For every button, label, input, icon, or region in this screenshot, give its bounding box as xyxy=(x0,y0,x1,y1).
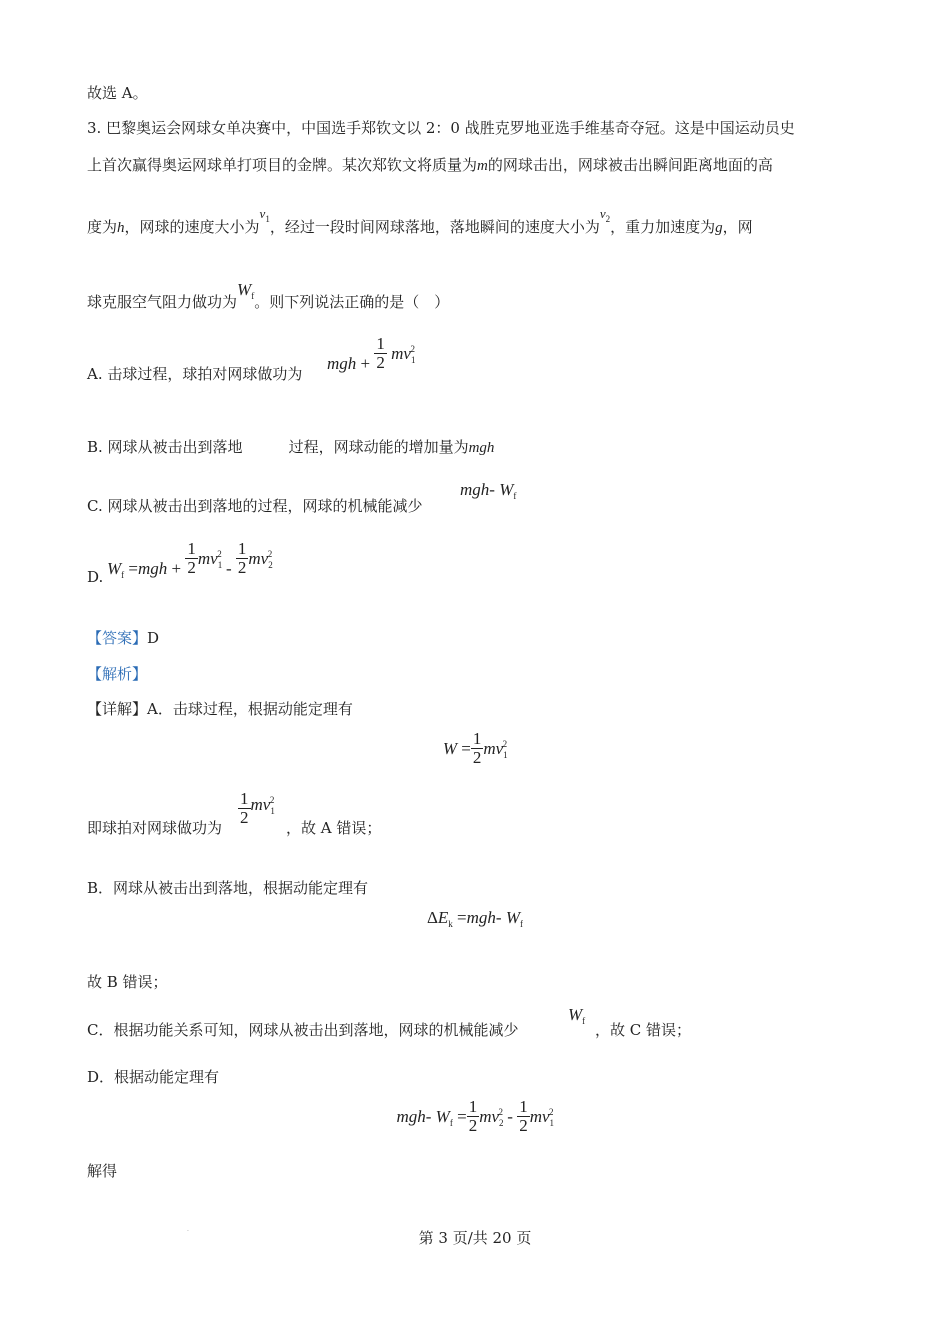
equation-d: mgh- $W_f$ = $\frac{1}{2}$ $mv_2^2$ - $\frac{1}{2}$ $mv_1^2$ xyxy=(396,1097,555,1135)
mass-symbol: m xyxy=(477,158,488,174)
height-symbol: h xyxy=(117,220,125,236)
b-conclusion: 故 B 错误； xyxy=(87,973,168,991)
option-b-text: 过程，网球动能的增加量为 xyxy=(288,438,469,456)
answer-value: D xyxy=(147,629,160,647)
option-d-label: D. xyxy=(87,568,104,586)
question-line-2 xyxy=(87,154,773,175)
solve-label: 解得 xyxy=(87,1162,118,1180)
answer-line xyxy=(87,627,159,648)
detail-label: 【详解】 xyxy=(87,700,148,718)
equation-a: W = $\frac{1}{2}$ $mv_1^2$ xyxy=(442,729,508,767)
question-text: ，网球的速度大小为 xyxy=(124,218,260,236)
option-b xyxy=(87,436,494,457)
detail-line-b: B．网球从被击出到落地，根据动能定理有 xyxy=(87,879,369,897)
equation-b: $\Delta E_k =mgh-$ $W_f$ xyxy=(426,908,524,929)
question-text: 的网球击出，网球被击出瞬间距离地面的高 xyxy=(487,156,773,174)
page-footer: 第 3 页/共 20 页 xyxy=(418,1229,532,1247)
question-line-3 xyxy=(87,206,753,238)
c-formula: $W_f$ xyxy=(568,1005,586,1026)
option-a-text: A. 击球过程，球拍对网球做功为 xyxy=(87,365,303,383)
footer-dot: . xyxy=(187,1226,189,1233)
detail-text: A．击球过程，根据动能定理有 xyxy=(147,700,353,718)
option-d-formula: $W_f =mgh$ + $\frac{1}{2}$ $mv_1^2$ - $\frac{1}{2}$ $mv_2^2$ xyxy=(107,539,273,581)
option-c-formula: mgh- $W_f$ xyxy=(460,480,517,501)
detail-line-a xyxy=(87,698,353,719)
gravity-symbol: g xyxy=(715,220,723,236)
question-text: ，重力加速度为 xyxy=(610,218,716,236)
detail-line-d: D．根据动能定理有 xyxy=(87,1068,220,1086)
option-b-formula: mgh xyxy=(468,440,495,456)
a-conclusion-text: ，故 A 错误； xyxy=(286,819,382,837)
prev-answer-line: 故选 A。 xyxy=(87,84,148,102)
question-text: 球克服空气阻力做功为 xyxy=(87,293,238,311)
answer-label: 【答案】 xyxy=(87,629,148,647)
c-text: ，故 C 错误； xyxy=(595,1021,692,1039)
question-text: ，经过一段时间网球落地，落地瞬间的速度大小为 xyxy=(269,218,600,236)
question-text: ，网 xyxy=(722,218,753,236)
a-conclusion-formula: $\frac{1}{2}$ $mv_1^2$ xyxy=(240,789,275,827)
question-text: 上首次赢得奥运网球单打项目的金牌。某次郑钦文将质量为 xyxy=(87,156,478,174)
question-line-4 xyxy=(87,280,450,313)
v2-symbol: $v_2$ xyxy=(599,206,611,224)
a-conclusion-text: 即球拍对网球做功为 xyxy=(87,819,223,837)
question-text: 度为 xyxy=(87,218,118,236)
question-line-1: 3. 巴黎奥运会网球女单决赛中，中国选手郑钦文以 2：0 战胜克罗地亚选手维基奇夺冠。这是中国运动员史 xyxy=(87,119,795,137)
option-a-formula: mgh + $\frac{1}{2}$ $mv_1^2$ xyxy=(327,334,416,374)
option-c-text: C. 网球从被击出到落地的过程，网球的机械能减少 xyxy=(87,497,423,515)
wf-symbol: $W_f$ xyxy=(237,280,255,301)
question-text: 。则下列说法正确的是（ ） xyxy=(254,293,450,311)
analysis-label: 【解析】 xyxy=(87,665,148,683)
c-text: C．根据功能关系可知，网球从被击出到落地，网球的机械能减少 xyxy=(87,1021,519,1039)
v1-symbol: $v_1$ xyxy=(259,206,270,224)
option-b-text: B. 网球从被击出到落地 xyxy=(87,438,243,456)
